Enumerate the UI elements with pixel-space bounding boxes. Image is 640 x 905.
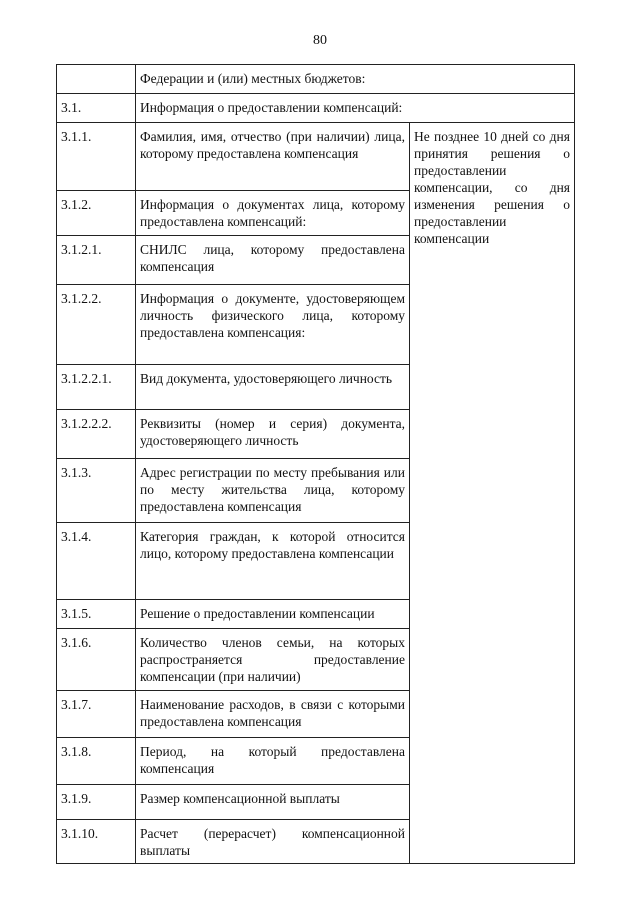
row-number: 3.1.4. (57, 523, 136, 600)
row-text: Период, на который предоставлена компенсация (136, 738, 410, 785)
row-number: 3.1.7. (57, 691, 136, 738)
row-text: Решение о предоставлении компенсации (136, 600, 410, 629)
row-number: 3.1.2.1. (57, 236, 136, 285)
requirements-table (56, 64, 575, 864)
continuation-row (57, 65, 575, 94)
row-number: 3.1.9. (57, 785, 136, 820)
row-number: 3.1.1. (57, 123, 136, 191)
row-text: Реквизиты (номер и серия) документа, удостоверяющего личность (136, 410, 410, 459)
row-text: Количество членов семьи, на которых распространяется предоставление компенсации (при наличии) (136, 629, 410, 691)
row-text: Категория граждан, к которой относится лицо, которому предоставлена компенсации (136, 523, 410, 600)
row-text: СНИЛС лица, которому предоставлена компенсация (136, 236, 410, 285)
row-number: 3.1.2. (57, 191, 136, 236)
row-number: 3.1.2.2. (57, 285, 136, 365)
row-number (57, 65, 136, 94)
row-text: Наименование расходов, в связи с которыми предоставлена компенсация (136, 691, 410, 738)
row-number: 3.1.8. (57, 738, 136, 785)
row-number: 3.1.3. (57, 459, 136, 523)
row-number: 3.1.6. (57, 629, 136, 691)
page-number: 80 (313, 33, 327, 48)
table-row (57, 123, 575, 191)
row-number: 3.1.2.2.2. (57, 410, 136, 459)
row-text: Расчет (перерасчет) компенсационной выплаты (136, 820, 410, 864)
row-number: 3.1.5. (57, 600, 136, 629)
row-text: Вид документа, удостоверяющего личность (136, 365, 410, 410)
row-text: Информация о документах лица, которому предоставлена компенсаций: (136, 191, 410, 236)
row-text: Адрес регистрации по месту пребывания или по месту жительства лица, которому предоставлена компенсация (136, 459, 410, 523)
section-number: 3.1. (57, 94, 136, 123)
row-text: Федерации и (или) местных бюджетов: (136, 65, 575, 94)
row-text: Размер компенсационной выплаты (136, 785, 410, 820)
row-number: 3.1.2.2.1. (57, 365, 136, 410)
section-row (57, 94, 575, 123)
deadline-cell: Не позднее 10 дней со дня принятия решения о предоставлении компенсации, со дня изменения решения о предоставлении компенсации (410, 123, 575, 864)
row-text: Информация о документе, удостоверяющем личность физического лица, которому предоставлена компенсация: (136, 285, 410, 365)
row-text: Фамилия, имя, отчество (при наличии) лица, которому предоставлена компенсация (136, 123, 410, 191)
row-number: 3.1.10. (57, 820, 136, 864)
section-title: Информация о предоставлении компенсаций: (136, 94, 575, 123)
